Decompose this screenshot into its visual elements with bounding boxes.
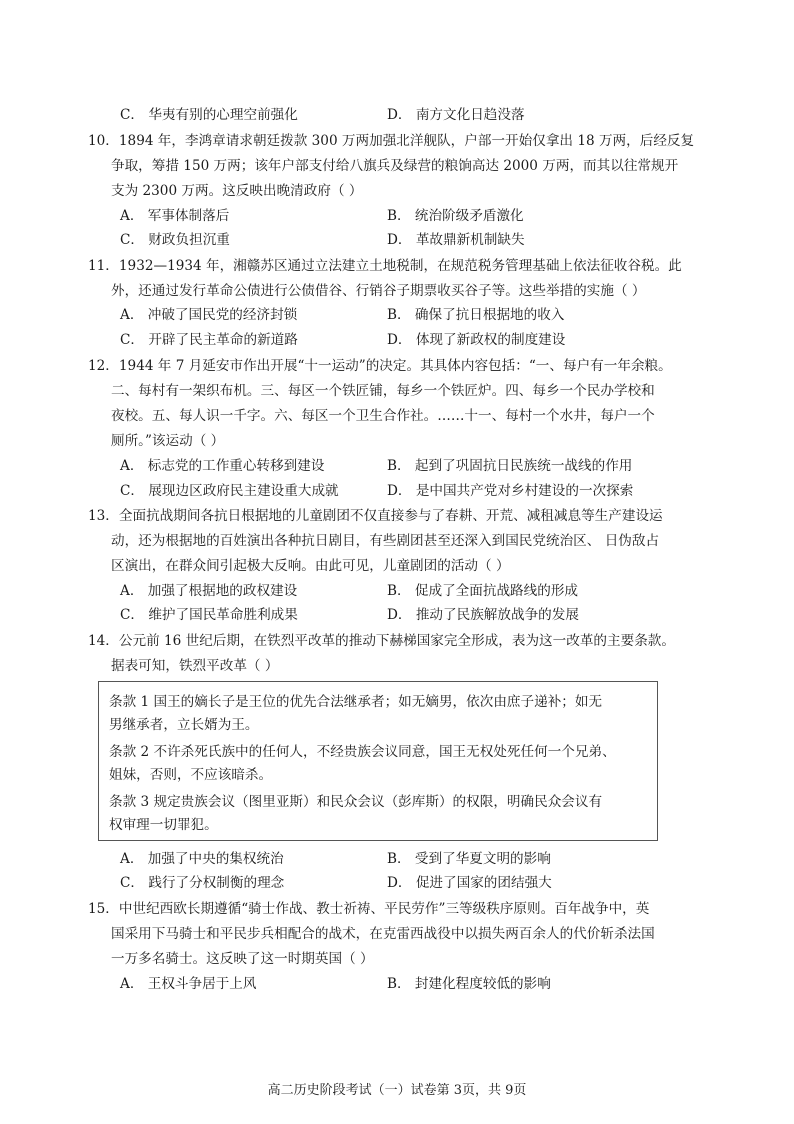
q13-stem-line-2: 动，还为根据地的百姓演出各种抗日剧目，有些剧团甚至还深入到国民党统治区、 日伪敌占 — [111, 533, 660, 549]
q14-option-b: B． 受到了华夏文明的影响 — [387, 851, 551, 867]
q11-stem-line-2: 外，还通过发行革命公债进行公债借谷、行销谷子期票收买谷子等。这些举措的实施（ ） — [111, 283, 646, 299]
q13-option-c: C． 维护了国民革命胜利成果 — [120, 607, 298, 623]
q15-stem-line-1: 15．中世纪西欧长期遵循“骑士作战、教士祈祷、平民劳作”三等级秩序原则。百年战争中，英 — [88, 901, 650, 917]
clause-2-line-1: 条款 2 不许杀死氏族中的任何人，不经贵族会议同意，国王无权处死任何一个兄弟、 — [109, 744, 616, 760]
q9-option-c: C． 华夷有别的心理空前强化 — [120, 107, 298, 123]
q13-stem-line-1: 13．全面抗战期间各抗日根据地的儿童剧团不仅直接参与了春耕、开荒、减租减息等生产建设运 — [88, 508, 663, 524]
q11-option-b: B． 确保了抗日根据地的收入 — [387, 307, 565, 323]
q10-option-c: C． 财政负担沉重 — [120, 232, 230, 248]
q12-stem-line-4: 厕所。”该运动（ ） — [111, 433, 225, 449]
q10-stem-line-3: 支为 2300 万两。这反映出晚清政府（ ） — [111, 183, 363, 199]
q14-stem-line-1: 14．公元前 16 世纪后期，在铁烈平改革的推动下赫梯国家完全形成，表为这一改革的主要条款。 — [88, 633, 675, 649]
q14-option-a: A． 加强了中央的集权统治 — [120, 851, 284, 867]
q14-stem-line-2: 据表可知，铁烈平改革（ ） — [111, 658, 279, 674]
q11-stem-line-1: 11．1932—1934 年，湘赣苏区通过立法建立土地税制，在规范税务管理基础上依法征收谷税。此 — [88, 258, 682, 274]
q15-option-a: A． 王权斗争居于上风 — [120, 976, 257, 992]
q13-option-a: A． 加强了根据地的政权建设 — [120, 583, 298, 599]
clause-3-line-1: 条款 3 规定贵族会议（图里亚斯）和民众会议（彭库斯）的权限，明确民众会议有 — [109, 794, 603, 810]
q10-option-b: B． 统治阶级矛盾激化 — [387, 208, 524, 224]
q12-option-a: A． 标志党的工作重心转移到建设 — [120, 458, 325, 474]
q11-option-c: C． 开辟了民主革命的新道路 — [120, 332, 298, 348]
q13-option-d: D． 推动了民族解放战争的发展 — [387, 607, 579, 623]
q13-option-b: B． 促成了全面抗战路线的形成 — [387, 583, 579, 599]
clause-1-line-1: 条款 1 国王的嫡长子是王位的优先合法继承者；如无嫡男，依次由庶子递补；如无 — [109, 694, 603, 710]
q10-stem-line-2: 争取，筹措 150 万两；该年户部支付给八旗兵及绿营的粮饷高达 2000 万两，而其以往常规开 — [111, 158, 679, 174]
q14-option-d: D． 促进了国家的团结强大 — [387, 875, 552, 891]
q12-stem-line-2: 二、每村有一架织布机。三、每区一个铁匠铺，每乡一个铁匠炉。四、每乡一个民办学校和 — [111, 383, 655, 399]
q14-clause-table — [98, 681, 658, 841]
clause-2-line-2: 姐妹，否则，不应该暗杀。 — [109, 767, 273, 783]
q12-stem-line-3: 夜校。五、每人识一千字。六、每区一个卫生合作社。……十一、每村一个水井，每户一个 — [111, 408, 655, 424]
page-footer: 高二历史阶段考试（一）试卷第 3页，共 9页 — [267, 1083, 527, 1098]
clause-3-line-2: 权审理一切罪犯。 — [109, 817, 218, 833]
q10-stem-line-1: 10．1894 年，李鸿章请求朝廷拨款 300 万两加强北洋舰队，户部一开始仅拿出 18 万两，后经反复 — [88, 133, 695, 149]
q13-stem-line-3: 区演出，在群众间引起极大反响。由此可见，儿童剧团的活动（ ） — [111, 558, 510, 574]
q15-option-b: B． 封建化程度较低的影响 — [387, 976, 551, 992]
q9-option-d: D． 南方文化日趋没落 — [387, 107, 525, 123]
q14-option-c: C． 践行了分权制衡的理念 — [120, 875, 285, 891]
clause-1-line-2: 男继承者，立长婿为王。 — [109, 717, 259, 733]
q11-option-a: A． 冲破了国民党的经济封锁 — [120, 307, 298, 323]
q15-stem-line-3: 一万多名骑士。这反映了这一时期英国（ ） — [111, 951, 374, 967]
q12-stem-line-1: 12．1944 年 7 月延安市作出开展“十一运动”的决定。其具体内容包括：“一、每户有一年余粮。 — [88, 358, 672, 374]
q12-option-d: D． 是中国共产党对乡村建设的一次探索 — [387, 483, 634, 499]
q10-option-a: A． 军事体制落后 — [120, 208, 230, 224]
q15-stem-line-2: 国采用下马骑士和平民步兵相配合的战术，在克雷西战役中以损失两百余人的代价斩杀法国 — [111, 926, 655, 942]
q12-option-b: B． 起到了巩固抗日民族统一战线的作用 — [387, 458, 633, 474]
q11-option-d: D． 体现了新政权的制度建设 — [387, 332, 566, 348]
q12-option-c: C． 展现边区政府民主建设重大成就 — [120, 483, 339, 499]
q10-option-d: D． 革故鼎新机制缺失 — [387, 232, 525, 248]
